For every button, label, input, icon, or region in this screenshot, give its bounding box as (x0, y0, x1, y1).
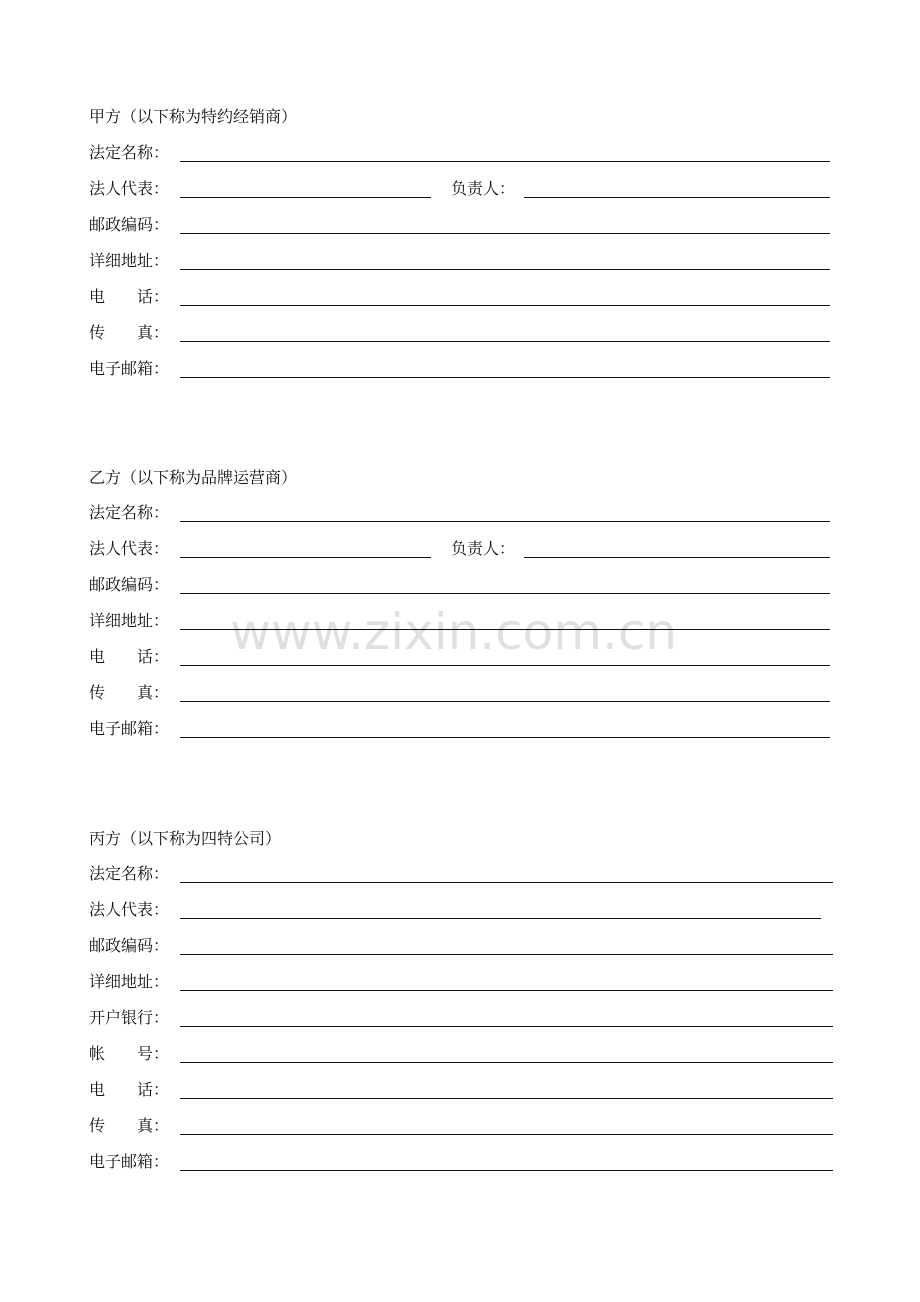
party-c-heading: 丙方（以下称为四特公司） (89, 829, 282, 848)
party-c-fax-blank[interactable] (180, 1134, 833, 1135)
field-label: 邮政编码： (89, 575, 170, 594)
party-b-fax-row (89, 681, 834, 705)
field-label: 负责人： (451, 179, 516, 198)
party-b-rep-row (89, 537, 834, 561)
party-b-legal-rep-blank[interactable] (180, 557, 431, 558)
party-b-email-blank[interactable] (180, 737, 830, 738)
party-c-account-blank[interactable] (180, 1062, 833, 1063)
party-a-responsible-blank[interactable] (524, 197, 830, 198)
party-a-postal-code-blank[interactable] (180, 233, 830, 234)
party-b-address-row (89, 609, 834, 633)
party-a-legal-rep-blank[interactable] (180, 197, 431, 198)
field-label: 帐 号： (89, 1044, 170, 1063)
party-c-fax-row (89, 1114, 834, 1138)
field-label: 开户银行： (89, 1008, 170, 1027)
party-c-email-row (89, 1150, 834, 1174)
field-label: 电 话： (89, 1080, 170, 1099)
party-c-bank-blank[interactable] (180, 1026, 833, 1027)
field-label: 法人代表： (89, 900, 170, 919)
party-c-account-row (89, 1042, 834, 1066)
party-c-phone-blank[interactable] (180, 1098, 833, 1099)
party-a-phone-blank[interactable] (180, 305, 830, 306)
party-c-postal-row (89, 934, 834, 958)
field-label: 负责人： (451, 539, 516, 558)
field-label: 电 话： (89, 287, 170, 306)
field-label: 详细地址： (89, 251, 170, 270)
party-a-address-row (89, 249, 834, 273)
field-label: 法定名称： (89, 503, 170, 522)
party-a-legal-name-row (89, 141, 834, 165)
party-b-legal-name-row (89, 501, 834, 525)
field-label: 法定名称： (89, 143, 170, 162)
field-label: 法人代表： (89, 539, 170, 558)
party-b-postal-row (89, 573, 834, 597)
field-label: 电子邮箱： (89, 1152, 170, 1171)
party-b-phone-blank[interactable] (180, 665, 830, 666)
watermark: www.zixin.com.cn (230, 603, 678, 661)
party-c-legal-name-row (89, 862, 834, 886)
field-label: 传 真： (89, 1116, 170, 1135)
field-label: 传 真： (89, 323, 170, 342)
field-label: 传 真： (89, 683, 170, 702)
field-label: 邮政编码： (89, 215, 170, 234)
party-c-legal-name-blank[interactable] (180, 882, 833, 883)
field-label: 详细地址： (89, 972, 170, 991)
party-c-bank-row (89, 1006, 834, 1030)
field-label: 法人代表： (89, 179, 170, 198)
party-a-legal-name-blank[interactable] (180, 161, 830, 162)
party-c-address-row (89, 970, 834, 994)
party-b-phone-row (89, 645, 834, 669)
party-c-rep-row (89, 898, 834, 922)
field-label: 电子邮箱： (89, 359, 170, 378)
field-label: 电子邮箱： (89, 719, 170, 738)
party-c-postal-code-blank[interactable] (180, 954, 833, 955)
party-b-email-row (89, 717, 834, 741)
party-a-heading: 甲方（以下称为特约经销商） (89, 107, 298, 126)
party-a-rep-row (89, 177, 834, 201)
party-a-address-blank[interactable] (180, 269, 830, 270)
party-a-postal-row (89, 213, 834, 237)
party-b-responsible-blank[interactable] (524, 557, 830, 558)
party-a-phone-row (89, 285, 834, 309)
party-c-address-blank[interactable] (180, 990, 833, 991)
party-a-fax-blank[interactable] (180, 341, 830, 342)
party-a-email-row (89, 357, 834, 381)
field-label: 法定名称： (89, 864, 170, 883)
party-a-email-blank[interactable] (180, 377, 830, 378)
party-b-heading: 乙方（以下称为品牌运营商） (89, 468, 298, 487)
party-b-fax-blank[interactable] (180, 701, 830, 702)
party-b-postal-code-blank[interactable] (180, 593, 830, 594)
party-c-phone-row (89, 1078, 834, 1102)
field-label: 电 话： (89, 647, 170, 666)
field-label: 详细地址： (89, 611, 170, 630)
field-label: 邮政编码： (89, 936, 170, 955)
party-b-address-blank[interactable] (180, 629, 830, 630)
party-c-email-blank[interactable] (180, 1170, 833, 1171)
party-b-legal-name-blank[interactable] (180, 521, 830, 522)
party-a-fax-row (89, 321, 834, 345)
party-c-legal-rep-blank[interactable] (180, 918, 821, 919)
